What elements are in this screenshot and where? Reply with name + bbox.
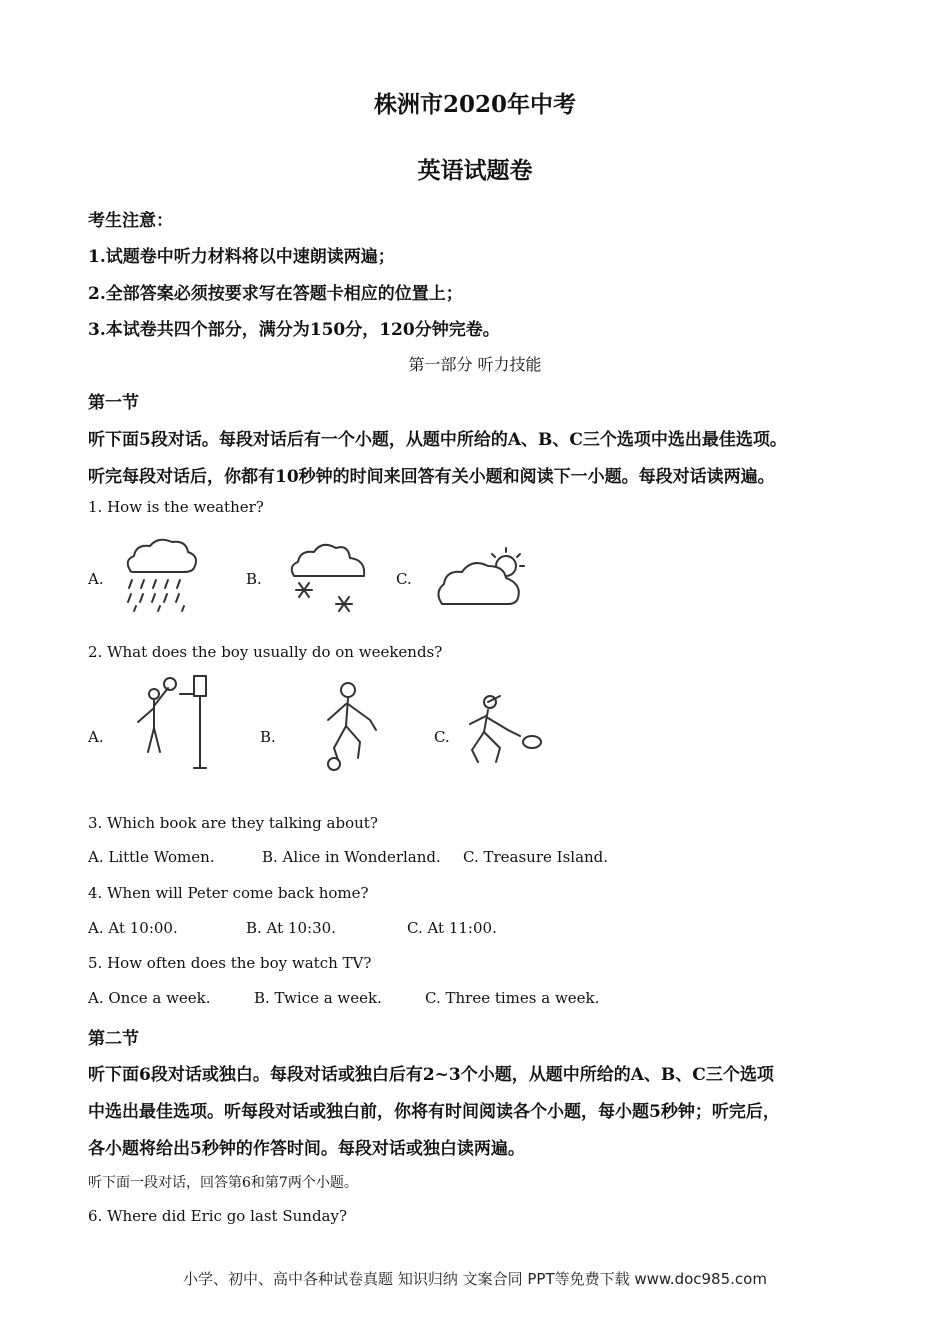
section2-note: 听下面一段对话，回答第6和第7两个小题。 bbox=[88, 1175, 358, 1191]
section2-instruction-1: 听下面6段对话或独白。每段对话或独白后有2~3个小题，从题中所给的A、B、C三个选项 bbox=[88, 1065, 774, 1085]
q4-option-c: C. At 11:00. bbox=[407, 919, 497, 937]
q1-option-c: C. bbox=[396, 570, 412, 588]
part1-title: 第一部分 听力技能 bbox=[408, 355, 542, 374]
notice-item-2: 2.全部答案必须按要求写在答题卡相应的位置上； bbox=[88, 284, 463, 304]
section2-instruction-3: 各小题将给出5秒钟的作答时间。每段对话或独白读两遍。 bbox=[88, 1139, 525, 1159]
notice-item-1: 1.试题卷中听力材料将以中速朗读两遍； bbox=[88, 247, 395, 267]
q5-option-a: A. Once a week. bbox=[88, 989, 211, 1007]
badminton-player-icon bbox=[464, 692, 548, 768]
section1-instruction-1: 听下面5段对话。每段对话后有一个小题，从题中所给的A、B、C三个选项中选出最佳选项。 bbox=[88, 430, 787, 450]
sun-cloud-icon bbox=[434, 546, 530, 610]
q3-option-c: C. Treasure Island. bbox=[463, 848, 609, 866]
q4-option-b: B. At 10:30. bbox=[246, 919, 336, 937]
q3-option-a: A. Little Women. bbox=[88, 848, 215, 866]
notice-item-3: 3.本试卷共四个部分，满分为150分，120分钟完卷。 bbox=[88, 320, 500, 340]
q3-option-b: B. Alice in Wonderland. bbox=[262, 848, 441, 866]
section1-title: 第一节 bbox=[88, 393, 139, 413]
q3-stem: 3. Which book are they talking about? bbox=[88, 814, 378, 832]
q2-stem: 2. What does the boy usually do on weekends? bbox=[88, 643, 443, 661]
q2-option-c: C. bbox=[434, 728, 450, 746]
section1-instruction-2: 听完每段对话后，你都有10秒钟的时间来回答有关小题和阅读下一小题。每段对话读两遍。 bbox=[88, 467, 775, 487]
q4-option-a: A. At 10:00. bbox=[88, 919, 178, 937]
q5-stem: 5. How often does the boy watch TV? bbox=[88, 954, 372, 972]
q4-stem: 4. When will Peter come back home? bbox=[88, 884, 369, 902]
basketball-player-icon bbox=[124, 672, 214, 772]
q5-option-b: B. Twice a week. bbox=[254, 989, 382, 1007]
page-subtitle: 英语试题卷 bbox=[417, 157, 533, 184]
footer-text: 小学、初中、高中各种试卷真题 知识归纳 文案合同 PPT等免费下载 www.doc985.com bbox=[183, 1270, 767, 1288]
snow-cloud-icon bbox=[288, 540, 368, 620]
section2-instruction-2: 中选出最佳选项。听每段对话或独白前，你将有时间阅读各个小题，每小题5秒钟；听完后， bbox=[88, 1102, 780, 1122]
q1-stem: 1. How is the weather? bbox=[88, 498, 264, 516]
page-title: 株洲市2020年中考 bbox=[373, 91, 576, 118]
rain-cloud-icon bbox=[122, 536, 202, 616]
soccer-player-icon bbox=[316, 680, 386, 772]
q1-option-b: B. bbox=[246, 570, 262, 588]
notice-heading: 考生注意： bbox=[88, 211, 173, 231]
q2-option-b: B. bbox=[260, 728, 276, 746]
section2-title: 第二节 bbox=[88, 1029, 139, 1049]
q5-option-c: C. Three times a week. bbox=[425, 989, 600, 1007]
q6-stem: 6. Where did Eric go last Sunday? bbox=[88, 1207, 347, 1225]
q1-option-a: A. bbox=[88, 570, 104, 588]
q2-option-a: A. bbox=[88, 728, 104, 746]
